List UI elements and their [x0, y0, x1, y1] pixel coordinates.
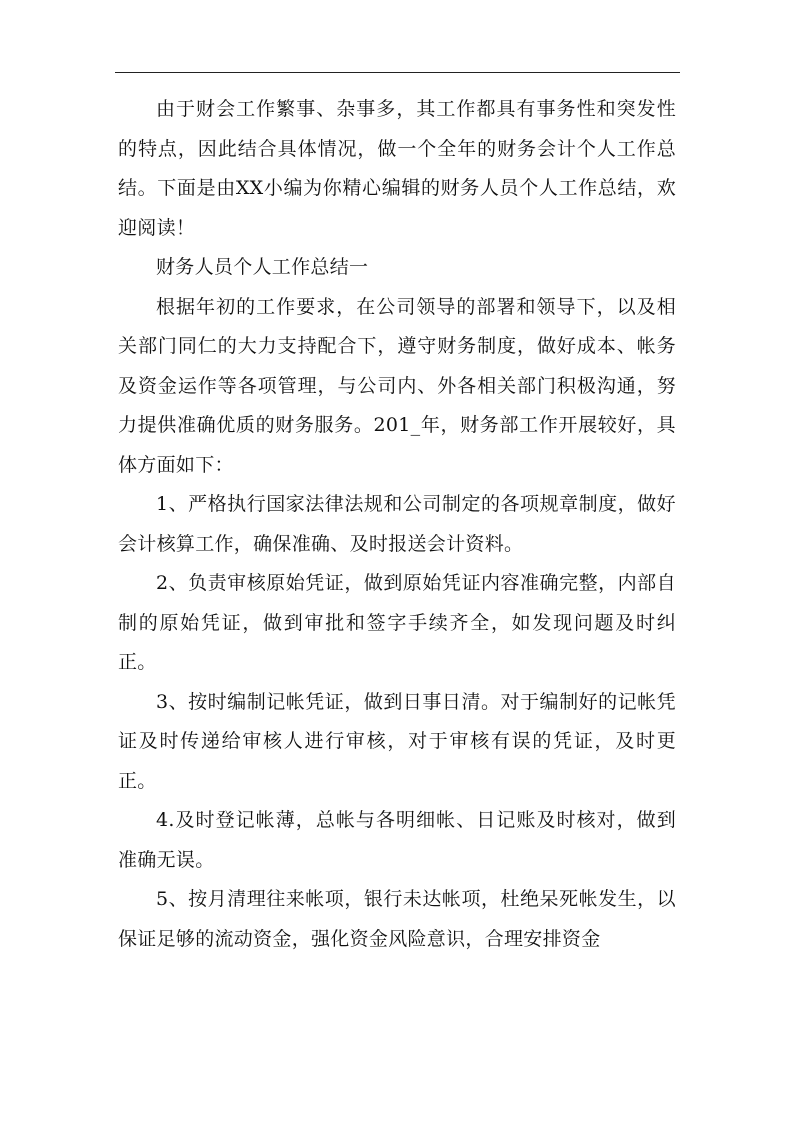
paragraph-overview: 根据年初的工作要求，在公司领导的部署和领导下，以及相关部门同仁的大力支持配合下，遵守财务制度，做好成本、帐务及资金运作等各项管理，与公司内、外各相关部门积极沟通，努力提供准确优质的财务服务。201_年，财务部工作开展较好，具体方面如下： — [118, 295, 676, 476]
header-rule — [115, 72, 680, 73]
list-item-5: 5、按月清理往来帐项，银行未达帐项，杜绝呆死帐发生，以保证足够的流动资金，强化资金风险意识，合理安排资金 — [118, 888, 676, 950]
list-item-1: 1、严格执行国家法律法规和公司制定的各项规章制度，做好会计核算工作，确保准确、及时报送会计资料。 — [118, 493, 676, 555]
list-item-4: 4.及时登记帐薄，总帐与各明细帐、日记账及时核对，做到准确无误。 — [118, 809, 676, 871]
paragraph-intro: 由于财会工作繁事、杂事多，其工作都具有事务性和突发性的特点，因此结合具体情况，做一个全年的财务会计个人工作总结。下面是由XX小编为你精心编辑的财务人员个人工作总结，欢迎阅读！ — [118, 98, 676, 239]
list-item-3: 3、按时编制记帐凭证，做到日事日清。对于编制好的记帐凭证及时传递给审核人进行审核，对于审核有误的凭证，及时更正。 — [118, 690, 676, 792]
document-body — [118, 90, 676, 959]
list-item-2: 2、负责审核原始凭证，做到原始凭证内容准确完整，内部自制的原始凭证，做到审批和签字手续齐全，如发现问题及时纠正。 — [118, 572, 676, 673]
section-heading: 财务人员个人工作总结一 — [156, 256, 369, 278]
